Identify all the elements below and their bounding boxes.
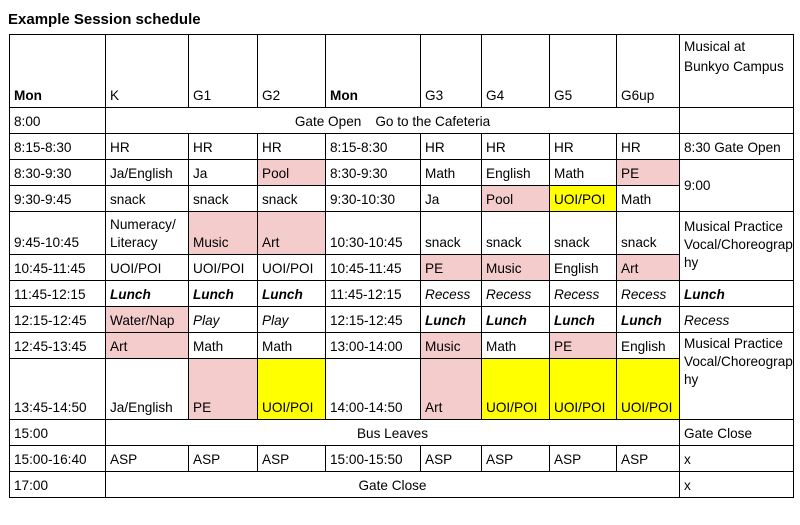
table-row xyxy=(10,333,794,359)
time-cell-2: 11:45-12:15 xyxy=(326,281,421,307)
table-row xyxy=(10,160,794,186)
table-row xyxy=(10,420,794,446)
table-row xyxy=(10,307,794,333)
g4-cell: English xyxy=(482,160,550,186)
k-cell: Ja/English xyxy=(106,160,189,186)
g3-cell: ASP xyxy=(421,446,482,472)
g4-cell: UOI/POI xyxy=(482,359,550,420)
g6-cell: Math xyxy=(617,186,680,212)
musical-cell: 9:00 xyxy=(680,160,794,212)
g2-cell: Pool xyxy=(258,160,326,186)
g6-cell: HR xyxy=(617,134,680,160)
table-row xyxy=(10,108,794,134)
time-cell-2: 8:15-8:30 xyxy=(326,134,421,160)
header-mon-2: Mon xyxy=(326,35,421,108)
gate-close-cell: Gate Close xyxy=(106,472,680,498)
time-cell-2: 15:00-15:50 xyxy=(326,446,421,472)
time-cell-2: 13:00-14:00 xyxy=(326,333,421,359)
g5-cell: Math xyxy=(550,160,617,186)
g1-cell: PE xyxy=(189,359,258,420)
time-cell-2: 10:30-10:45 xyxy=(326,212,421,255)
bus-leaves-cell: Bus Leaves xyxy=(106,420,680,446)
table-row xyxy=(10,359,794,420)
g2-cell: Lunch xyxy=(258,281,326,307)
g2-cell: ASP xyxy=(258,446,326,472)
g3-cell: snack xyxy=(421,212,482,255)
header-g6up: G6up xyxy=(617,35,680,108)
time-cell-2: 14:00-14:50 xyxy=(326,359,421,420)
g1-cell: Music xyxy=(189,212,258,255)
time-cell: 8:30-9:30 xyxy=(10,160,106,186)
g2-cell: UOI/POI xyxy=(258,255,326,281)
k-cell: ASP xyxy=(106,446,189,472)
g4-cell: Math xyxy=(482,333,550,359)
time-cell: 12:15-12:45 xyxy=(10,307,106,333)
k-cell: Water/Nap xyxy=(106,307,189,333)
g3-cell: PE xyxy=(421,255,482,281)
gate-open-cell xyxy=(106,108,680,134)
musical-cell: x xyxy=(680,472,794,498)
musical-cell: Lunch xyxy=(680,281,794,307)
header-g5: G5 xyxy=(550,35,617,108)
table-row xyxy=(10,212,794,255)
table-row xyxy=(10,255,794,281)
g1-cell: Lunch xyxy=(189,281,258,307)
time-cell: 13:45-14:50 xyxy=(10,359,106,420)
header-g2: G2 xyxy=(258,35,326,108)
g3-cell: Lunch xyxy=(421,307,482,333)
g5-cell: ASP xyxy=(550,446,617,472)
k-cell: Lunch xyxy=(106,281,189,307)
header-g4: G4 xyxy=(482,35,550,108)
page-title: Example Session schedule xyxy=(8,11,201,28)
schedule-table xyxy=(9,34,794,498)
g1-cell: HR xyxy=(189,134,258,160)
g5-cell: Lunch xyxy=(550,307,617,333)
time-cell-2: 9:30-10:30 xyxy=(326,186,421,212)
g3-cell: Music xyxy=(421,333,482,359)
g2-cell: Play xyxy=(258,307,326,333)
g1-cell: snack xyxy=(189,186,258,212)
g6-cell: UOI/POI xyxy=(617,359,680,420)
g3-cell: Recess xyxy=(421,281,482,307)
gate-open-text: Gate Open xyxy=(294,114,362,129)
g3-cell: Ja xyxy=(421,186,482,212)
table-row xyxy=(10,186,794,212)
table-row xyxy=(10,472,794,498)
g2-cell: Math xyxy=(258,333,326,359)
musical-practice-2: Musical Practice Vocal/Choreography xyxy=(680,333,794,420)
musical-cell: Gate Close xyxy=(680,420,794,446)
g1-cell: Play xyxy=(189,307,258,333)
cafeteria-text: Go to the Cafeteria xyxy=(375,114,491,129)
g4-cell: snack xyxy=(482,212,550,255)
g5-cell: snack xyxy=(550,212,617,255)
table-row xyxy=(10,134,794,160)
time-cell: 10:45-11:45 xyxy=(10,255,106,281)
time-cell-2: 8:30-9:30 xyxy=(326,160,421,186)
g6-cell: snack xyxy=(617,212,680,255)
g6-cell: English xyxy=(617,333,680,359)
time-cell: 17:00 xyxy=(10,472,106,498)
k-cell: HR xyxy=(106,134,189,160)
g1-cell: Ja xyxy=(189,160,258,186)
g6-cell: Art xyxy=(617,255,680,281)
musical-cell: Recess xyxy=(680,307,794,333)
g2-cell: HR xyxy=(258,134,326,160)
table-row xyxy=(10,281,794,307)
g2-cell: Art xyxy=(258,212,326,255)
k-cell: snack xyxy=(106,186,189,212)
time-cell-2: 12:15-12:45 xyxy=(326,307,421,333)
time-cell: 15:00 xyxy=(10,420,106,446)
g1-cell: Math xyxy=(189,333,258,359)
k-cell: UOI/POI xyxy=(106,255,189,281)
g3-cell: Art xyxy=(421,359,482,420)
k-cell: Art xyxy=(106,333,189,359)
g4-cell: HR xyxy=(482,134,550,160)
g6-cell: ASP xyxy=(617,446,680,472)
g5-cell: PE xyxy=(550,333,617,359)
musical-cell: x xyxy=(680,446,794,472)
g5-cell: HR xyxy=(550,134,617,160)
time-cell: 12:45-13:45 xyxy=(10,333,106,359)
time-cell: 8:15-8:30 xyxy=(10,134,106,160)
g1-cell: ASP xyxy=(189,446,258,472)
g4-cell: Music xyxy=(482,255,550,281)
k-cell: Ja/English xyxy=(106,359,189,420)
g6-cell: Recess xyxy=(617,281,680,307)
time-cell: 8:00 xyxy=(10,108,106,134)
time-cell-2: 10:45-11:45 xyxy=(326,255,421,281)
k-cell: Numeracy/ Literacy xyxy=(106,212,189,255)
musical-practice-1: Musical Practice Vocal/Choreography xyxy=(680,212,794,281)
g6-cell: PE xyxy=(617,160,680,186)
table-row xyxy=(10,446,794,472)
header-g1: G1 xyxy=(189,35,258,108)
time-cell: 15:00-16:40 xyxy=(10,446,106,472)
g5-cell: Recess xyxy=(550,281,617,307)
g5-cell: UOI/POI xyxy=(550,359,617,420)
header-row xyxy=(10,35,794,108)
header-mon: Mon xyxy=(10,35,106,108)
musical-cell: 8:30 Gate Open xyxy=(680,134,794,160)
time-cell: 9:30-9:45 xyxy=(10,186,106,212)
g5-cell: UOI/POI xyxy=(550,186,617,212)
header-g3: G3 xyxy=(421,35,482,108)
g4-cell: Lunch xyxy=(482,307,550,333)
musical-cell xyxy=(680,108,794,134)
g3-cell: Math xyxy=(421,160,482,186)
g4-cell: ASP xyxy=(482,446,550,472)
g6-cell: Lunch xyxy=(617,307,680,333)
g1-cell: UOI/POI xyxy=(189,255,258,281)
g2-cell: snack xyxy=(258,186,326,212)
g2-cell: UOI/POI xyxy=(258,359,326,420)
g4-cell: Pool xyxy=(482,186,550,212)
time-cell: 11:45-12:15 xyxy=(10,281,106,307)
g5-cell: English xyxy=(550,255,617,281)
header-musical: Musical at Bunkyo Campus xyxy=(680,35,794,108)
header-k: K xyxy=(106,35,189,108)
g3-cell: HR xyxy=(421,134,482,160)
g4-cell: Recess xyxy=(482,281,550,307)
time-cell: 9:45-10:45 xyxy=(10,212,106,255)
